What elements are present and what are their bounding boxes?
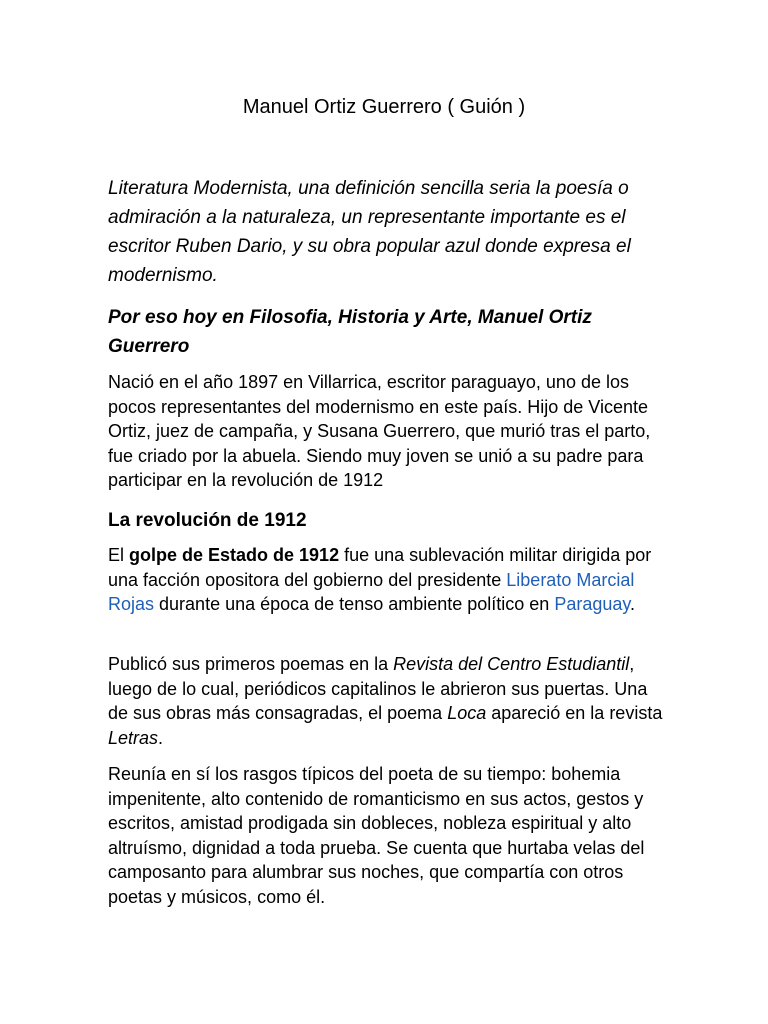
liberato-marcial-rojas-link[interactable]: Liberato Marcial Rojas — [108, 569, 635, 614]
revolution-text-3: durante una época de tenso ambiente político en — [154, 594, 555, 614]
document-title: Manuel Ortiz Guerrero ( Guión ) — [242, 96, 526, 118]
publications-text-2: , luego de lo cual, periódicos capitalinos le abrieron sus puertas. Una de sus obras más consagradas, el poema — [108, 654, 648, 723]
revista-centro-title: Revista del Centro Estudiantil — [393, 654, 630, 674]
publications-paragraph — [108, 652, 668, 750]
coup-bold-text: golpe de Estado de 1912 — [129, 545, 340, 565]
revolution-text-4: . — [630, 594, 636, 614]
revolution-paragraph — [108, 543, 668, 617]
traits-paragraph: Reunía en sí los rasgos típicos del poeta de su tiempo: bohemia impenitente, alto contenido de romanticismo en sus actos, gestos y escritos, amistad prodigada sin dobleces, nobleza espiritual y alto altruísmo, dignidad a toda prueba. Se cuenta que hurtaba velas del camposanto para alumbrar sus noches, que compartía con otros poetas y músicos, como él. — [108, 764, 645, 907]
intro-paragraph: Literatura Modernista, una definición sencilla seria la poesía o admiración a la naturaleza, un representante importante es el escritor Ruben Dario, y su obra popular azul donde expresa el modernismo. — [108, 178, 631, 286]
biography-paragraph: Nació en el año 1897 en Villarrica, escritor paraguayo, uno de los pocos representantes del modernismo en este país. Hijo de Vicente Ortiz, juez de campaña, y Susana Guerrero, que murió tras el parto, fue criado por la abuela. Siendo muy joven se unió a su padre para participar en la revolución de 1912 — [108, 372, 651, 490]
publications-text-4: . — [158, 727, 164, 748]
section-heading: La revolución de 1912 — [108, 510, 307, 531]
revolution-text-1: El — [108, 545, 130, 565]
publications-text-3: apareció en la revista — [486, 703, 663, 723]
subheading: Por eso hoy en Filosofia, Historia y Arte, Manuel Ortiz Guerrero — [108, 307, 592, 357]
paraguay-link[interactable]: Paraguay — [554, 594, 631, 614]
loca-poem-title: Loca — [447, 703, 487, 723]
revolution-text-2: fue una sublevación militar dirigida por una facción opositora del gobierno del presidente — [108, 545, 652, 590]
publications-text-1: Publicó sus primeros poemas en la — [108, 654, 394, 674]
letras-magazine-title: Letras — [108, 727, 159, 748]
